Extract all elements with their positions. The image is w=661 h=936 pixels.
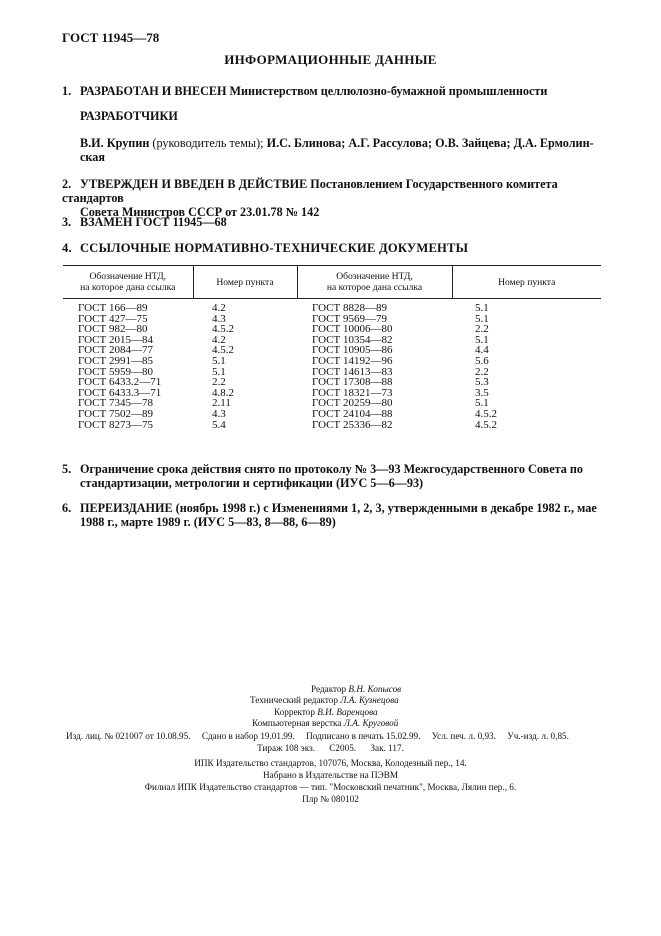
document-cell: ГОСТ 14613—83: [312, 365, 393, 378]
section-text: ССЫЛОЧНЫЕ НОРМАТИВНО-ТЕХНИЧЕСКИЕ ДОКУМЕНТЫ: [80, 241, 469, 255]
printer-address: Филиал ИПК Издательство стандартов — тип. "Московский печатник", Москва, Лялин пер., 6.: [144, 782, 517, 792]
document-cell: ГОСТ 10905—86: [312, 344, 393, 357]
publisher-address: ИПК Издательство стандартов, 107076, Москва, Колодезный пер., 14.: [194, 758, 467, 768]
col-header-document: Обозначение НТД, на которое дана ссылка: [63, 266, 193, 299]
reference-documents-table: [63, 265, 601, 430]
document-code: ГОСТ 11945—78: [62, 30, 160, 45]
document-cell: ГОСТ 6433.2—71: [78, 376, 162, 389]
section-number: 1.: [62, 84, 72, 98]
document-cell: ГОСТ 10354—82: [312, 333, 393, 346]
copyright: С2005.: [329, 743, 357, 753]
section-number: 3.: [62, 215, 72, 229]
license: Изд. лиц. № 021007 от 10.08.95.: [66, 731, 191, 741]
document-cell: ГОСТ 2015—84: [78, 333, 153, 346]
item-cell: 4.5.2: [212, 344, 234, 357]
col-header-item: Номер пункта: [452, 266, 601, 299]
document-cell: ГОСТ 7502—89: [78, 407, 153, 420]
item-cell: 5.1: [212, 354, 226, 367]
section-number: 5.: [62, 462, 72, 476]
document-cell: ГОСТ 14192—96: [312, 354, 393, 367]
sent-to-typeset: Сдано в набор 19.01.99.: [201, 731, 295, 741]
item-cell: 5.1: [475, 302, 489, 314]
item-cell: 2.2: [212, 376, 226, 389]
table-row: [63, 299, 601, 314]
document-cell: ГОСТ 25336—82: [312, 418, 393, 431]
item-cell: 5.4: [212, 418, 226, 431]
document-cell: ГОСТ 166—89: [78, 302, 148, 314]
printed-sheets: Усл. печ. л. 0,93.: [431, 731, 496, 741]
item-cell: 5.6: [475, 354, 489, 367]
item-cell: 4.5.2: [475, 418, 497, 431]
layout-credit: Компьютерная верстка Л.А. Круговой: [252, 717, 399, 728]
section-number: 6.: [62, 501, 72, 515]
developers-list: [80, 136, 602, 164]
signed-for-print: Подписано в печать 15.02.99.: [306, 731, 421, 741]
item-cell: 4.3: [212, 312, 226, 325]
item-cell: 5.1: [475, 312, 489, 325]
section-number: 2.: [62, 177, 72, 191]
table-row: [63, 356, 601, 367]
table-header-row: [63, 266, 601, 299]
document-cell: ГОСТ 8273—75: [78, 418, 153, 431]
section-text-line1: ПЕРЕИЗДАНИЕ (ноябрь 1998 г.) с Изменениями 1, 2, 3, утвержденными в декабре 1982 г., мае: [80, 501, 597, 515]
document-cell: ГОСТ 982—80: [78, 323, 148, 336]
item-cell: 2.11: [212, 397, 231, 410]
section-text-line2: Совета Министров СССР от 23.01.78 № 142: [80, 205, 320, 219]
item-cell: 5.1: [212, 365, 226, 378]
item-cell: 4.2: [212, 302, 226, 314]
document-cell: ГОСТ 6433.3—71: [78, 386, 162, 399]
page-title: ИНФОРМАЦИОННЫЕ ДАННЫЕ: [224, 52, 437, 67]
tech-editor-credit: Технический редактор Л.А. Кузнецова: [250, 695, 399, 706]
item-cell: 4.5.2: [212, 323, 234, 336]
document-cell: ГОСТ 20259—80: [312, 397, 393, 410]
document-cell: ГОСТ 9569—79: [312, 312, 387, 325]
section-text-line2: 1988 г., марте 1989 г. (ИУС 5—83, 8—88, 6—89): [80, 515, 336, 529]
developer-names-cont: ская: [80, 150, 105, 164]
developer-lead-name: В.И. Крупин: [80, 136, 150, 150]
section-text-line2: стандартизации, метрологии и сертификации (ИУС 5—6—93): [80, 476, 424, 490]
print-details: [66, 731, 578, 741]
section-text: ВЗАМЕН ГОСТ 11945—68: [80, 215, 227, 229]
developer-lead-role: (руководитель темы);: [149, 136, 267, 150]
publisher-sheets: Уч.-изд. л. 0,85.: [507, 731, 569, 741]
order-number: Зак. 117.: [370, 743, 404, 753]
document-cell: ГОСТ 5959—80: [78, 365, 153, 378]
section-2: [62, 177, 602, 219]
document-cell: ГОСТ 427—75: [78, 312, 148, 325]
document-cell: ГОСТ 7345—78: [78, 397, 153, 410]
plr-number: Плр № 080102: [302, 794, 359, 804]
document-cell: ГОСТ 17308—88: [312, 376, 393, 389]
item-cell: 5.3: [475, 376, 489, 389]
table-row: [63, 420, 601, 431]
section-1: [62, 84, 602, 98]
section-5: [62, 462, 602, 490]
item-cell: 4.5.2: [475, 407, 497, 420]
document-cell: ГОСТ 8828—89: [312, 302, 387, 314]
item-cell: 4.4: [475, 344, 489, 357]
item-cell: 4.8.2: [212, 386, 234, 399]
section-3: [62, 215, 602, 229]
item-cell: 5.1: [475, 397, 489, 410]
item-cell: 2.2: [475, 365, 489, 378]
developer-names: И.С. Блинова; А.Г. Рассулова; О.В. Зайцева; Д.А. Ермолин-: [266, 136, 594, 150]
item-cell: 3.5: [475, 386, 489, 399]
document-cell: ГОСТ 2084—77: [78, 344, 153, 357]
item-cell: 2.2: [475, 323, 489, 336]
corrector-credit: Корректор В.И. Варенцова: [274, 706, 378, 717]
item-cell: 4.2: [212, 333, 226, 346]
document-cell: ГОСТ 2991—85: [78, 354, 153, 367]
print-run-count: Тираж 108 экз.: [257, 743, 315, 753]
typeset-note: Набрано в Издательстве на ПЭВМ: [262, 770, 399, 780]
section-text-line1: УТВЕРЖДЕН И ВВЕДЕН В ДЕЙСТВИЕ Постановлением Государственного комитета стандартов: [62, 177, 558, 205]
section-text-line1: Ограничение срока действия снято по протоколу № 3—93 Межгосударственного Совета по: [80, 462, 583, 476]
print-run: [0, 743, 661, 753]
developers-heading: РАЗРАБОТЧИКИ: [80, 109, 178, 123]
document-cell: ГОСТ 10006—80: [312, 323, 393, 336]
item-cell: 4.3: [212, 407, 226, 420]
section-4: [62, 241, 602, 255]
document-cell: ГОСТ 18321—73: [312, 386, 393, 399]
col-header-item: Номер пункта: [193, 266, 297, 299]
document-cell: ГОСТ 24104—88: [312, 407, 393, 420]
editorial-credits: [250, 684, 401, 729]
table-row: [63, 409, 601, 420]
col-header-document: Обозначение НТД, на которое дана ссылка: [297, 266, 452, 299]
section-text: РАЗРАБОТАН И ВНЕСЕН Министерством целлюлозно-бумажной промышленности: [80, 84, 548, 98]
section-6: [62, 501, 602, 529]
section-number: 4.: [62, 241, 72, 255]
item-cell: 5.1: [475, 333, 489, 346]
editor-credit: Редактор В.Н. Копысов: [311, 684, 402, 694]
